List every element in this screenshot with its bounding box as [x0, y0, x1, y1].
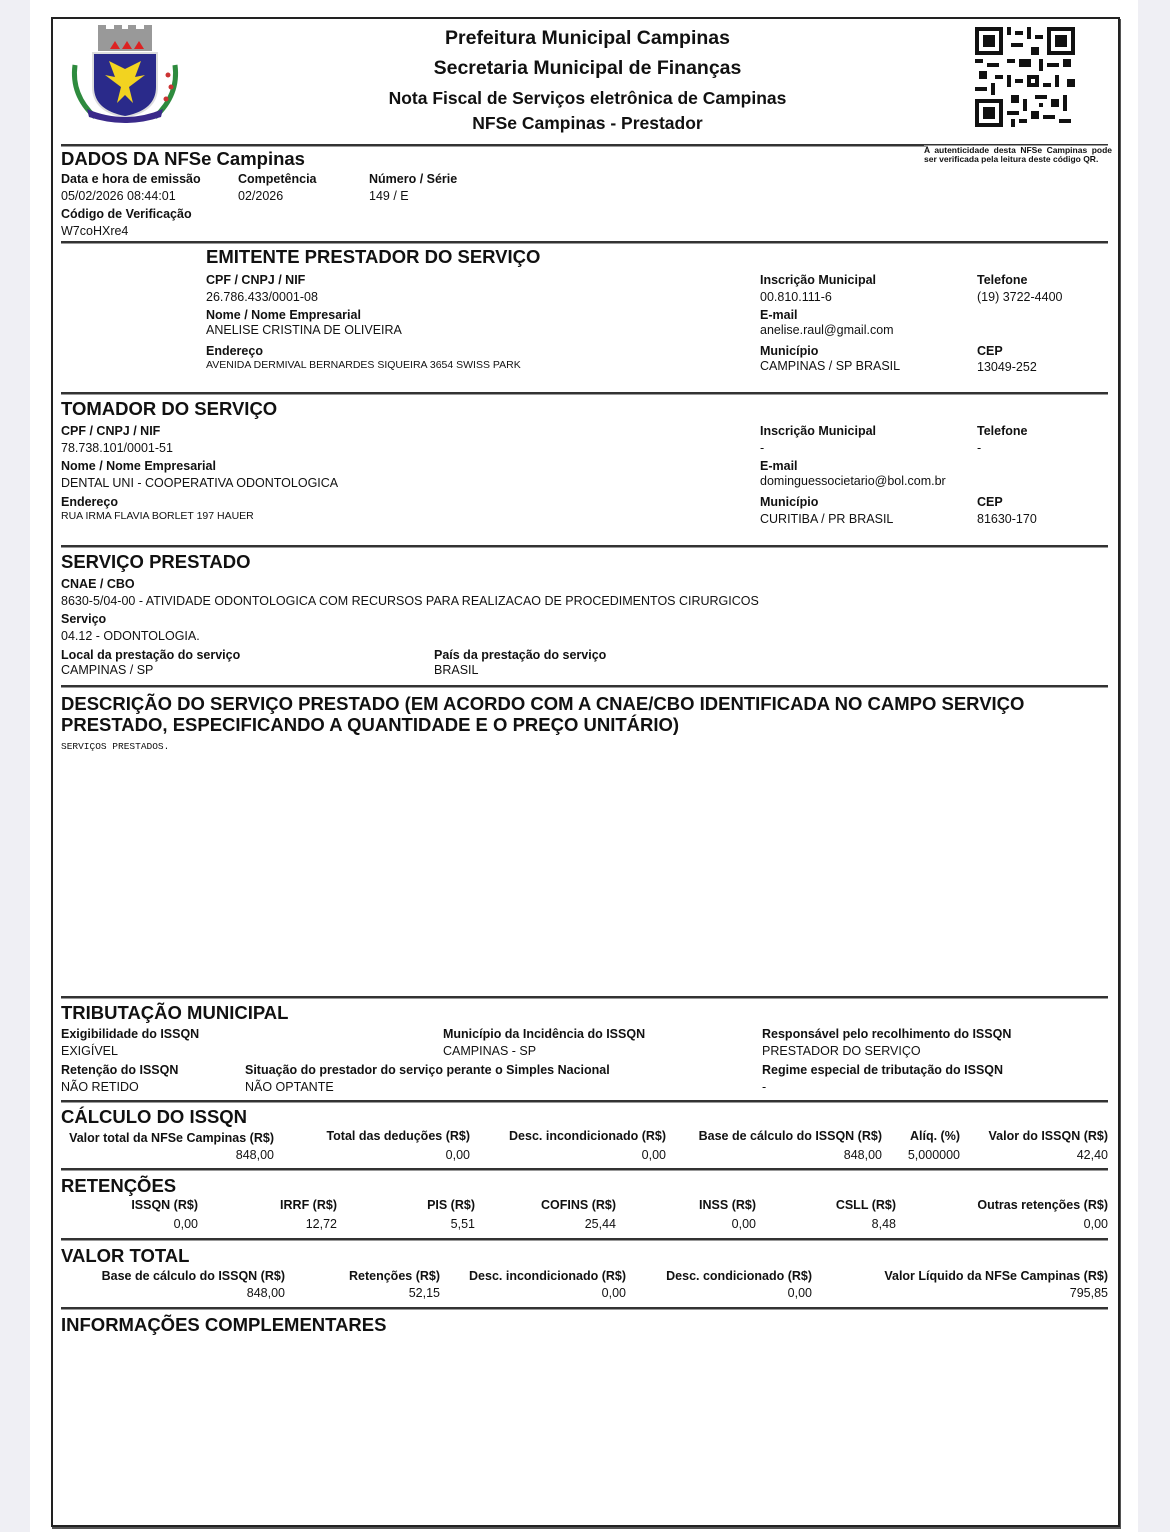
emitente-municipio-value: CAMPINAS / SP BRASIL — [760, 359, 901, 373]
emitente-telefone-value: (19) 3722-4400 — [977, 290, 1063, 304]
calculo-value: 0,00 — [641, 1148, 666, 1162]
calculo-label: Valor total da NFSe Campinas (R$) — [69, 1131, 274, 1145]
valor-total-value: 52,15 — [408, 1286, 440, 1300]
retencao-col-label: ISSQN (R$) — [131, 1198, 198, 1212]
calculo-label: Valor do ISSQN (R$) — [988, 1129, 1108, 1143]
retencao-label: Retenção do ISSQN — [61, 1063, 179, 1077]
situacao-simples-label: Situação do prestador do serviço perante o Simples Nacional — [245, 1063, 610, 1077]
emitente-nome-label: Nome / Nome Empresarial — [206, 308, 361, 322]
exigibilidade-label: Exigibilidade do ISSQN — [61, 1027, 200, 1041]
tomador-telefone-value: - — [977, 441, 982, 455]
emitente-endereco-label: Endereço — [206, 344, 263, 358]
tomador-endereco-label: Endereço — [61, 495, 118, 509]
header-titles — [53, 25, 1122, 135]
responsavel-value: PRESTADOR DO SERVIÇO — [762, 1044, 921, 1058]
emitente-inscricao-value: 00.810.111-6 — [760, 290, 832, 304]
calculo-value: 42,40 — [1076, 1148, 1108, 1162]
tomador-telefone-label: Telefone — [977, 424, 1028, 438]
valor-total-label: Desc. condicionado (R$) — [666, 1269, 812, 1283]
competencia-value: 02/2026 — [238, 189, 284, 203]
regime-especial-value: - — [762, 1080, 767, 1094]
section-title-tributacao: TRIBUTAÇÃO MUNICIPAL — [61, 1002, 289, 1023]
descricao-text: SERVIÇOS PRESTADOS. — [61, 741, 170, 752]
divider — [61, 685, 1108, 688]
section-title-informacoes: INFORMAÇÕES COMPLEMENTARES — [61, 1314, 387, 1335]
divider — [61, 144, 928, 147]
numero-serie-label: Número / Série — [369, 172, 458, 186]
exigibilidade-value: EXIGÍVEL — [61, 1044, 118, 1058]
municipio-incidencia-label: Município da Incidência do ISSQN — [443, 1027, 646, 1041]
emitente-telefone-label: Telefone — [977, 273, 1028, 287]
emitente-cep-value: 13049-252 — [977, 360, 1037, 374]
local-prestacao-value: CAMPINAS / SP — [61, 663, 154, 677]
tomador-inscricao-value: - — [760, 441, 765, 455]
retencao-col-label: COFINS (R$) — [541, 1198, 616, 1212]
tomador-cpf-value: 78.738.101/0001-51 — [61, 441, 173, 455]
emitente-nome-value: ANELISE CRISTINA DE OLIVEIRA — [206, 323, 402, 337]
calculo-label: Alíq. (%) — [910, 1129, 960, 1143]
emitente-inscricao-label: Inscrição Municipal — [760, 273, 877, 287]
emitente-email-label: E-mail — [760, 308, 798, 322]
responsavel-label: Responsável pelo recolhimento do ISSQN — [762, 1027, 1012, 1041]
divider — [61, 996, 1108, 999]
calculo-label: Desc. incondicionado (R$) — [509, 1129, 666, 1143]
regime-especial-label: Regime especial de tributação do ISSQN — [762, 1063, 1004, 1077]
valor-total-label: Base de cálculo do ISSQN (R$) — [101, 1269, 285, 1283]
retencao-col-label: PIS (R$) — [427, 1198, 475, 1212]
municipio-incidencia-value: CAMPINAS - SP — [443, 1044, 537, 1058]
pais-prestacao-value: BRASIL — [434, 663, 479, 677]
section-title-dados: DADOS DA NFSe Campinas — [61, 148, 305, 169]
codigo-verificacao-value: W7coHXre4 — [61, 224, 129, 238]
calculo-value: 0,00 — [445, 1148, 470, 1162]
emitente-municipio-label: Município — [760, 344, 819, 358]
tomador-email-label: E-mail — [760, 459, 798, 473]
qr-code-icon — [975, 27, 1075, 127]
valor-total-label: Retenções (R$) — [349, 1269, 440, 1283]
valor-liquido-label: Valor Líquido da NFSe Campinas (R$) — [884, 1269, 1108, 1283]
pais-prestacao-label: País da prestação do serviço — [434, 648, 607, 662]
valor-total-value: 848,00 — [246, 1286, 285, 1300]
retencao-col-value: 12,72 — [305, 1217, 337, 1231]
section-title-descricao-2: PRESTADO, ESPECIFICANDO A QUANTIDADE E O PREÇO UNITÁRIO) — [61, 714, 680, 735]
section-title-valor-total: VALOR TOTAL — [61, 1245, 190, 1266]
tomador-cpf-label: CPF / CNPJ / NIF — [61, 424, 161, 438]
competencia-label: Competência — [238, 172, 317, 186]
section-title-tomador: TOMADOR DO SERVIÇO — [61, 398, 278, 419]
section-title-calculo: CÁLCULO DO ISSQN — [61, 1106, 248, 1127]
calculo-value: 5,000000 — [907, 1148, 960, 1162]
data-emissao-label: Data e hora de emissão — [61, 172, 201, 186]
tomador-endereco-value: RUA IRMA FLAVIA BORLET 197 HAUER — [61, 510, 254, 522]
section-title-servico: SERVIÇO PRESTADO — [61, 551, 251, 572]
servico-value: 04.12 - ODONTOLOGIA. — [61, 629, 200, 643]
document-sheet — [30, 0, 1138, 1532]
calculo-label: Total das deduções (R$) — [326, 1129, 470, 1143]
valor-total-label: Desc. incondicionado (R$) — [469, 1269, 626, 1283]
cnae-label: CNAE / CBO — [61, 577, 135, 591]
calculo-label: Base de cálculo do ISSQN (R$) — [698, 1129, 882, 1143]
retencao-col-value: 0,00 — [731, 1217, 756, 1231]
situacao-simples-value: NÃO OPTANTE — [245, 1080, 334, 1094]
section-title-descricao-1: DESCRIÇÃO DO SERVIÇO PRESTADO (EM ACORDO COM A CNAE/CBO IDENTIFICADA NO CAMPO SERVIÇO — [61, 693, 1025, 714]
retencao-col-value: 8,48 — [871, 1217, 896, 1231]
emitente-cpf-label: CPF / CNPJ / NIF — [206, 273, 306, 287]
divider — [61, 392, 1108, 395]
divider — [61, 241, 1108, 244]
emitente-cpf-value: 26.786.433/0001-08 — [206, 290, 318, 304]
emitente-cep-label: CEP — [977, 344, 1003, 358]
retencao-col-value: 5,51 — [450, 1217, 475, 1231]
section-title-emitente: EMITENTE PRESTADOR DO SERVIÇO — [206, 246, 541, 267]
valor-total-value: 0,00 — [601, 1286, 626, 1300]
header-nota-fiscal: Nota Fiscal de Serviços eletrônica de Campinas — [388, 88, 787, 108]
numero-serie-value: 149 / E — [369, 189, 409, 203]
retencao-value: NÃO RETIDO — [61, 1080, 139, 1094]
header-secretaria: Secretaria Municipal de Finanças — [433, 57, 742, 79]
divider — [61, 545, 1108, 548]
servico-label: Serviço — [61, 612, 107, 626]
header-nfse-prestador: NFSe Campinas - Prestador — [472, 113, 703, 133]
retencao-col-label: IRRF (R$) — [280, 1198, 337, 1212]
divider — [61, 1238, 1108, 1241]
retencao-col-value: 25,44 — [584, 1217, 616, 1231]
calculo-value: 848,00 — [235, 1148, 274, 1162]
qr-authenticity-note: A autenticidade desta NFSe Campinas pode ser verificada pela leitura deste código QR. — [924, 145, 1112, 164]
tomador-municipio-value: CURITIBA / PR BRASIL — [760, 512, 894, 526]
tomador-inscricao-label: Inscrição Municipal — [760, 424, 877, 438]
tomador-email-value: dominguessocietario@bol.com.br — [760, 474, 946, 488]
nfse-document — [51, 17, 1120, 1527]
local-prestacao-label: Local da prestação do serviço — [61, 648, 241, 662]
valor-total-value: 0,00 — [787, 1286, 812, 1300]
emitente-email-value: anelise.raul@gmail.com — [760, 323, 894, 337]
retencao-col-value: 0,00 — [1083, 1217, 1108, 1231]
divider — [61, 1168, 1108, 1171]
tomador-cep-label: CEP — [977, 495, 1003, 509]
emitente-endereco-value: AVENIDA DERMIVAL BERNARDES SIQUEIRA 3654 SWISS PARK — [206, 359, 521, 371]
retencao-col-label: INSS (R$) — [699, 1198, 756, 1212]
data-emissao-value: 05/02/2026 08:44:01 — [61, 189, 176, 203]
retencao-col-label: Outras retenções (R$) — [977, 1198, 1108, 1212]
valor-liquido-value: 795,85 — [1069, 1286, 1108, 1300]
divider — [61, 1307, 1108, 1310]
calculo-value: 848,00 — [843, 1148, 882, 1162]
tomador-nome-value: DENTAL UNI - COOPERATIVA ODONTOLOGICA — [61, 476, 339, 490]
retencao-col-value: 0,00 — [173, 1217, 198, 1231]
section-title-retencoes: RETENÇÕES — [61, 1175, 177, 1196]
tomador-nome-label: Nome / Nome Empresarial — [61, 459, 216, 473]
header-prefeitura: Prefeitura Municipal Campinas — [445, 27, 730, 49]
retencao-col-label: CSLL (R$) — [835, 1198, 896, 1212]
codigo-verificacao-label: Código de Verificação — [61, 207, 192, 221]
tomador-municipio-label: Município — [760, 495, 819, 509]
divider — [61, 1100, 1108, 1103]
cnae-value: 8630-5/04-00 - ATIVIDADE ODONTOLOGICA COM RECURSOS PARA REALIZACAO DE PROCEDIMENTOS CIRURGICOS — [61, 594, 759, 608]
tomador-cep-value: 81630-170 — [977, 512, 1037, 526]
